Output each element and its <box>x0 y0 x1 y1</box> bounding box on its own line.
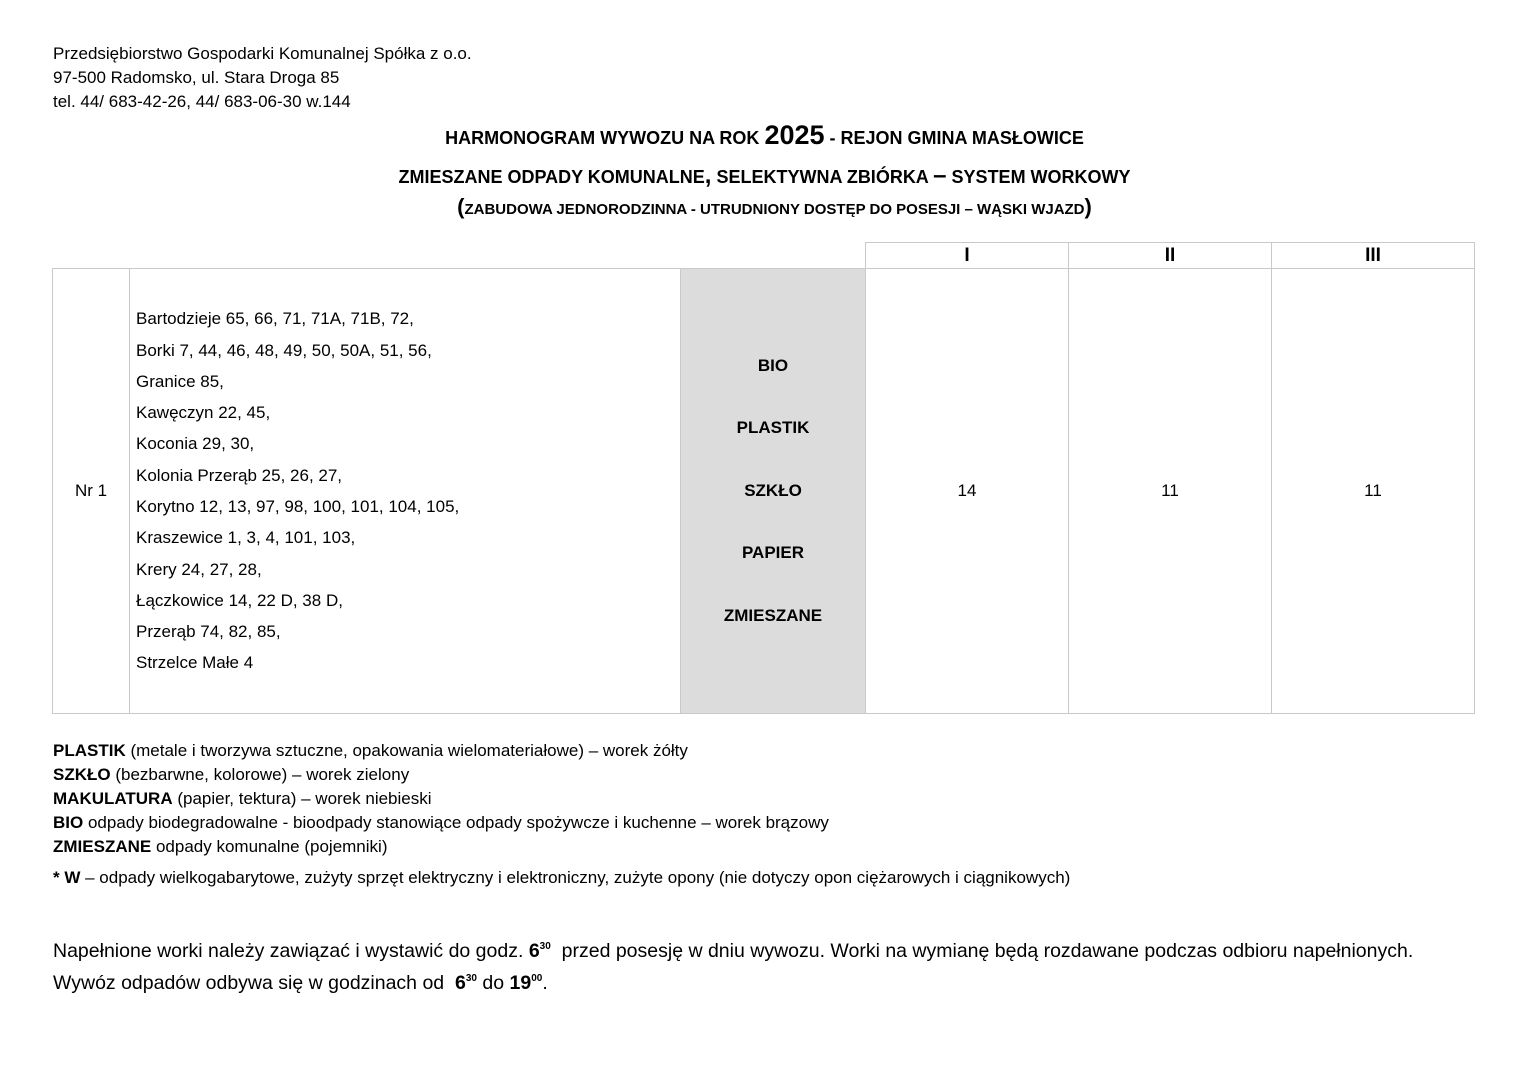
legend-item <box>53 811 1070 835</box>
footer-text: do <box>476 972 510 994</box>
address-list <box>130 269 681 714</box>
footer-instructions <box>53 933 1413 997</box>
address-item: Korytno 12, 13, 97, 98, 100, 101, 104, 105, <box>136 497 460 516</box>
legend-desc: (papier, tektura) – worek niebieski <box>172 789 432 808</box>
address-item: Borki 7, 44, 46, 48, 49, 50, 50A, 51, 56, <box>136 340 432 360</box>
pickup-day-month-2: 11 <box>1069 269 1272 714</box>
footer-text: . <box>542 972 548 994</box>
waste-types <box>681 269 866 714</box>
subtitle-part-a: ZMIESZANE ODPADY KOMUNALNE <box>398 167 705 187</box>
address-item: Kawęczyn 22, 45, <box>136 403 271 423</box>
waste-type-zmieszane: ZMIESZANE <box>723 605 823 625</box>
table-row <box>53 269 1475 714</box>
schedule-table <box>52 242 1475 714</box>
note-term: * W <box>53 868 81 887</box>
title-year: 2025 <box>764 120 825 150</box>
note-desc: – odpady wielkogabarytowe, zużyty sprzęt elektryczny i elektroniczny, zużyte opony (nie dotyczy opon ciężarowych i ciągnikowych) <box>80 868 1071 887</box>
address-item: Granice 85, <box>136 371 224 391</box>
waste-type-szklo: SZKŁO <box>744 480 802 500</box>
month-header-2: II <box>1069 243 1272 269</box>
legend-desc: (bezbarwne, kolorowe) – worek zielony <box>110 765 410 784</box>
company-address: 97-500 Radomsko, ul. Stara Droga 85 <box>53 68 340 87</box>
time-hour: 19 <box>509 972 532 994</box>
month-header-row <box>53 243 1475 269</box>
subtitle-part-b: SELEKTYWNA ZBIÓRKA <box>716 167 929 187</box>
month-header-3: III <box>1272 243 1475 269</box>
time-minutes: 30 <box>539 941 551 952</box>
legend <box>53 739 1070 890</box>
region-number: Nr 1 <box>53 269 130 714</box>
time-minutes: 00 <box>531 973 543 984</box>
footer-text: przed posesję w dniu wywozu. Worki na wymianę będą rozdawane podczas odbioru napełnionych. <box>550 940 1414 962</box>
title-prefix: HARMONOGRAM WYWOZU NA ROK <box>445 128 760 148</box>
legend-desc: odpady komunalne (pojemniki) <box>151 837 388 856</box>
footer-line-2 <box>53 965 1413 997</box>
paren-open: ( <box>457 194 465 219</box>
subtitle-part-c: SYSTEM WORKOWY <box>951 167 1131 187</box>
legend-item <box>53 763 1070 787</box>
address-item: Bartodzieje 65, 66, 71, 71A, 71B, 72, <box>136 309 414 329</box>
legend-desc: (metale i tworzywa sztuczne, opakowania wielomateriałowe) – worek żółty <box>125 741 688 760</box>
bulky-waste-note <box>53 866 1070 890</box>
address-item: Kolonia Przerąb 25, 26, 27, <box>136 465 343 485</box>
time-hour: 6 <box>454 972 466 994</box>
pickup-day-month-1: 14 <box>866 269 1069 714</box>
schedule-title <box>0 120 1529 151</box>
legend-term: PLASTIK <box>53 741 126 760</box>
waste-type-bio: BIO <box>757 355 789 375</box>
month-header-1: I <box>866 243 1069 269</box>
address-item: Krery 24, 27, 28, <box>136 559 262 579</box>
legend-term: BIO <box>53 813 84 832</box>
legend-term: MAKULATURA <box>53 789 173 808</box>
footer-line-1 <box>53 933 1413 965</box>
time-hour: 6 <box>528 940 540 962</box>
address-item: Łączkowice 14, 22 D, 38 D, <box>136 590 343 610</box>
footer-text: Napełnione worki należy zawiązać i wystawić do godz. <box>53 940 529 962</box>
company-name: Przedsiębiorstwo Gospodarki Komunalnej Spółka z o.o. <box>53 44 472 63</box>
legend-term: ZMIESZANE <box>53 837 152 856</box>
time-minutes: 30 <box>465 973 477 984</box>
waste-type-plastik: PLASTIK <box>736 418 810 438</box>
header-spacer <box>53 243 866 269</box>
company-header <box>53 42 472 114</box>
address-item: Koconia 29, 30, <box>136 434 255 454</box>
footer-text: Wywóz odpadów odbywa się w godzinach od <box>53 972 455 994</box>
legend-desc: odpady biodegradowalne - bioodpady stanowiące odpady spożywcze i kuchenne – worek brązowy <box>83 813 829 832</box>
legend-term: SZKŁO <box>53 765 111 784</box>
address-item: Przerąb 74, 82, 85, <box>136 622 281 642</box>
schedule-note-title <box>0 194 1529 220</box>
subtitle-line3: ZABUDOWA JEDNORODZINNA - UTRUDNIONY DOSTĘP DO POSESJI – WĄSKI WJAZD <box>464 201 1085 218</box>
legend-item <box>53 787 1070 811</box>
legend-item <box>53 835 1070 859</box>
legend-item <box>53 739 1070 763</box>
title-region: - REJON GMINA MASŁOWICE <box>829 128 1084 148</box>
company-phone: tel. 44/ 683-42-26, 44/ 683-06-30 w.144 <box>53 92 351 111</box>
pickup-day-month-3: 11 <box>1272 269 1475 714</box>
address-item: Strzelce Małe 4 <box>136 653 254 673</box>
subtitle-comma: , <box>704 162 712 189</box>
paren-close: ) <box>1084 194 1092 219</box>
schedule-subtitle <box>0 162 1529 190</box>
subtitle-dash: – <box>933 162 947 189</box>
waste-type-papier: PAPIER <box>741 543 805 563</box>
address-item: Kraszewice 1, 3, 4, 101, 103, <box>136 528 356 548</box>
